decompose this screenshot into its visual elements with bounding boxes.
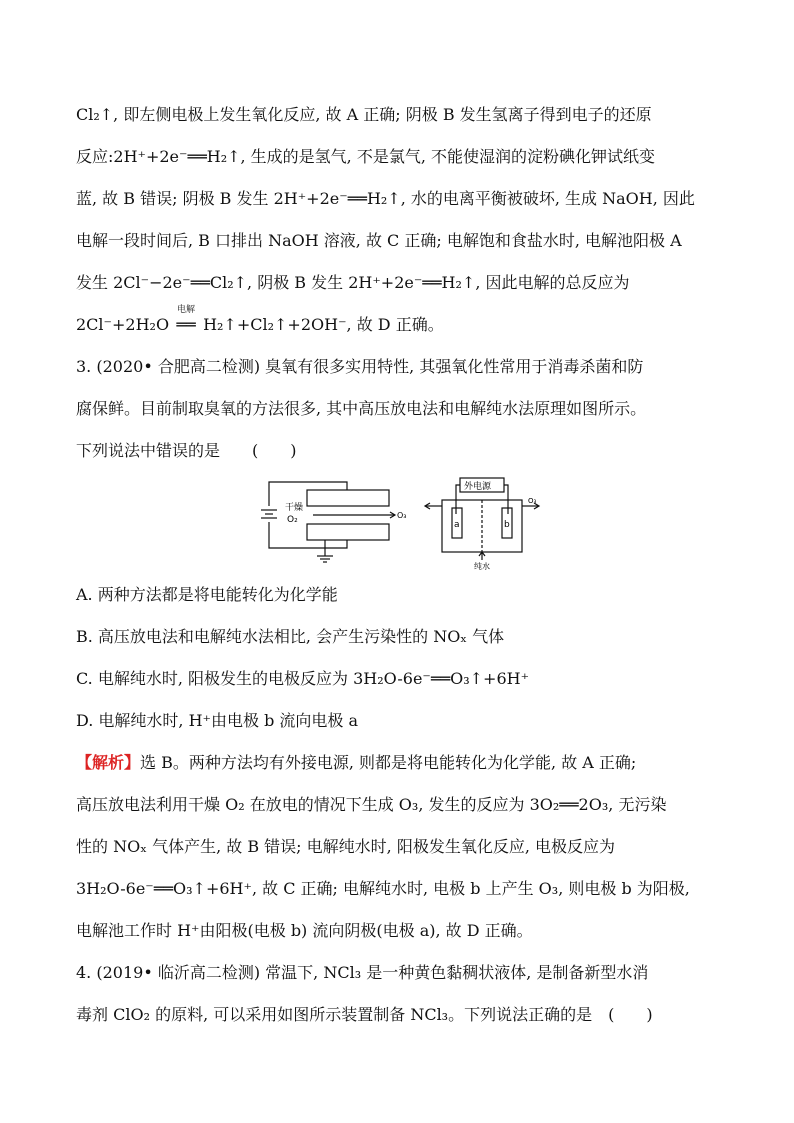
sol3-line-5: 电解池工作时 H⁺由阳极(电极 b) 流向阴极(电极 a), 故 D 正确。 (76, 921, 533, 940)
option-b: B. 高压放电法和电解纯水法相比, 会产生污染性的 NOₓ 气体 (76, 627, 505, 646)
sol2-line-4: 电解一段时间后, B 口排出 NaOH 溶液, 故 C 正确; 电解饱和食盐水时, 电解池阳极 A (76, 231, 682, 250)
solution-tag: 【解析】 (76, 753, 141, 772)
discharge-apparatus-diagram (255, 476, 415, 568)
reaction-arrow: 电解 ══ (169, 314, 203, 336)
sol3-line-3: 性的 NOₓ 气体产生, 故 B 错误; 电解纯水时, 阳极发生氧化反应, 电极反应为 (76, 837, 615, 856)
sol2-line-1: Cl₂↑, 即左侧电极上发生氧化反应, 故 A 正确; 阴极 B 发生氢离子得到电子的还原 (76, 105, 652, 124)
option-a: A. 两种方法都是将电能转化为化学能 (76, 585, 338, 604)
dry-label: 干燥 (285, 503, 304, 513)
o2-label: O₂ (287, 515, 298, 525)
q3-line-2: 腐保鲜。目前制取臭氧的方法很多, 其中高压放电法和电解纯水法原理如图所示。 (76, 399, 647, 418)
sol3-line-2: 高压放电法利用干燥 O₂ 在放电的情况下生成 O₃, 发生的反应为 3O₂══2O₃, 无污染 (76, 795, 667, 814)
q4-line-1: 4. (2019• 临沂高二检测) 常温下, NCl₃ 是一种黄色黏稠状液体, 是制备新型水消 (76, 963, 649, 982)
sol2-eq-right: H₂↑+Cl₂↑+2OH⁻, 故 D 正确。 (203, 315, 444, 334)
power-supply-label: 外电源 (464, 482, 492, 492)
electrolysis-apparatus-diagram (420, 474, 545, 570)
o3-out-label-right: O₃ (528, 497, 537, 505)
electrode-b-label: b (504, 520, 510, 530)
pure-water-label: 纯水 (474, 562, 490, 570)
option-c: C. 电解纯水时, 阳极发生的电极反应为 3H₂O-6e⁻══O₃↑+6H⁺ (76, 669, 530, 688)
sol3-line-1 (76, 752, 636, 774)
sol2-eq-left: 2Cl⁻+2H₂O (76, 315, 170, 334)
option-d: D. 电解纯水时, H⁺由电极 b 流向电极 a (76, 711, 359, 730)
sol2-line-2: 反应:2H⁺+2e⁻══H₂↑, 生成的是氢气, 不是氯气, 不能使湿润的淀粉碘化钾试纸变 (76, 147, 656, 166)
sol2-line-3: 蓝, 故 B 错误; 阴极 B 发生 2H⁺+2e⁻══H₂↑, 水的电离平衡被破坏, 生成 NaOH, 因此 (76, 189, 695, 208)
sol3-line-4: 3H₂O-6e⁻══O₃↑+6H⁺, 故 C 正确; 电解纯水时, 电极 b 上产生 O₃, 则电极 b 为阳极, (76, 879, 690, 898)
q3-line-3: 下列说法中错误的是 ( ) (76, 441, 297, 460)
q3-line-1: 3. (2020• 合肥高二检测) 臭氧有很多实用特性, 其强氧化性常用于消毒杀菌和防 (76, 357, 644, 376)
sol2-line-6 (76, 305, 444, 336)
sol2-line-5: 发生 2Cl⁻−2e⁻══Cl₂↑, 阴极 B 发生 2H⁺+2e⁻══H₂↑, 因此电解的总反应为 (76, 273, 630, 292)
electrode-a-label: a (454, 520, 460, 530)
reaction-condition: 电解 (177, 305, 196, 315)
q4-line-2: 毒剂 ClO₂ 的原料, 可以采用如图所示装置制备 NCl₃。下列说法正确的是 ( ) (76, 1005, 653, 1024)
o3-out-label: O₃ (397, 511, 407, 520)
sol3-line-1-text: 选 B。两种方法均有外接电源, 则都是将电能转化为化学能, 故 A 正确; (140, 753, 637, 772)
